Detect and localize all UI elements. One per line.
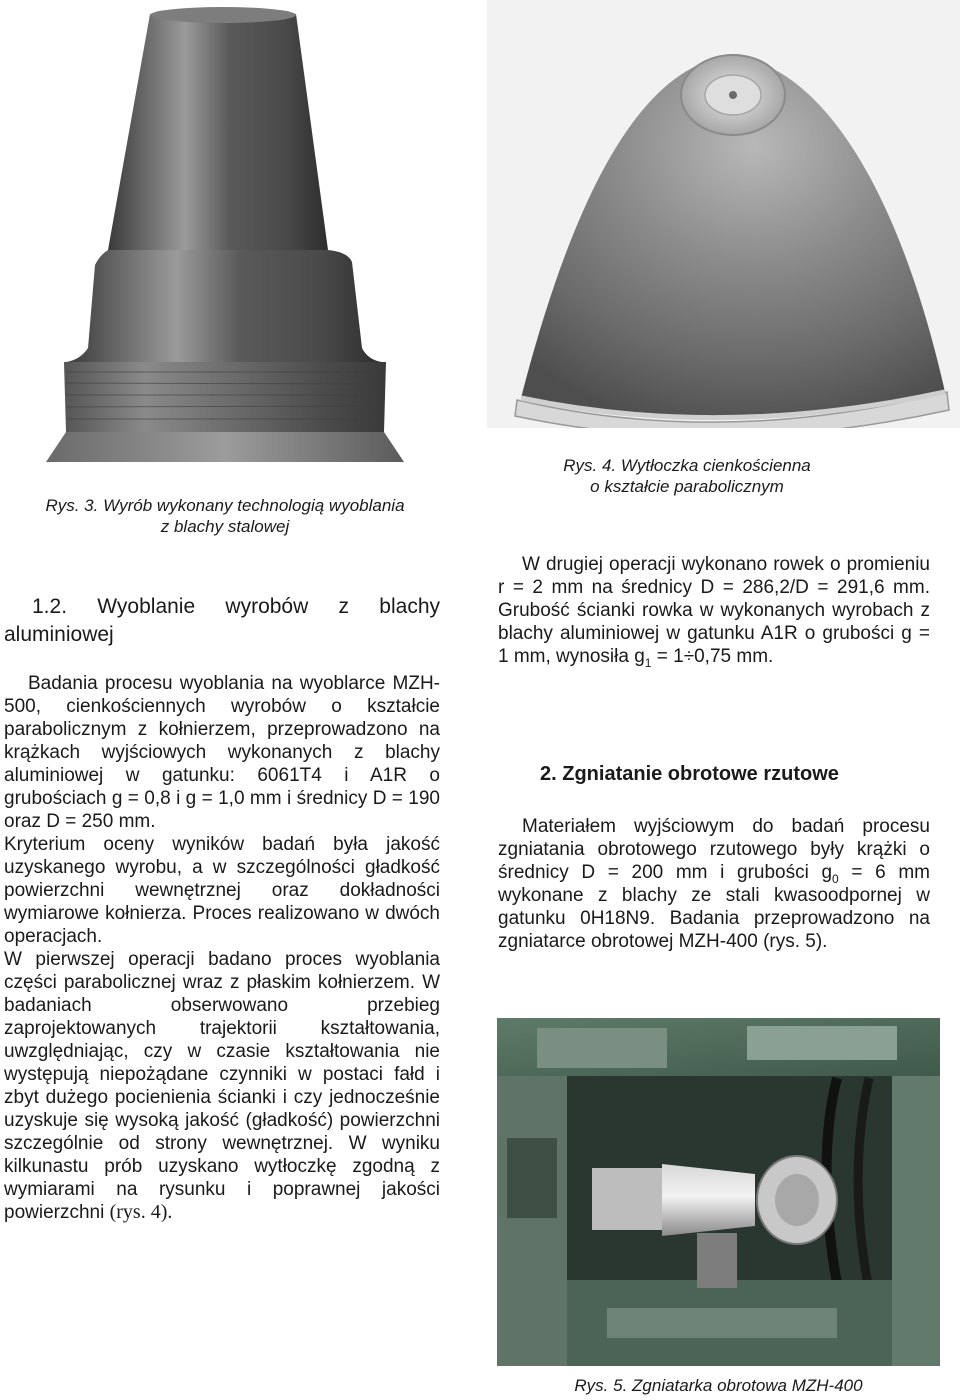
left-paragraph-3 <box>4 948 440 1224</box>
thickness-g1-subscript: 1 <box>644 655 652 670</box>
right-paragraph-1-text: W drugiej operacji wykonano rowek o promieniu r = 2 mm na średnicy D = 286,2/D = 291,6 mm. Grubość ścianki rowka w wykonanych wyrobach z blachy aluminiowej w gatunku A1R o grubości g = 1 mm, wynosiła g <box>498 554 930 667</box>
right-paragraph-2-tail: = 6 mm wykonane z blachy ze stali kwasoodpornej w gatunku 0H18N9. Badania przeprowadzono na zgniatarce obrotowej MZH-400 (rys. 5). <box>498 862 930 952</box>
section-heading-1-2-text: 1.2. Wyoblanie wyrobów z blachy aluminiowej <box>4 595 440 646</box>
section-heading-1-2 <box>4 593 440 649</box>
figure-3-caption <box>0 495 450 537</box>
section-heading-2-text: 2. Zgniatanie obrotowe rzutowe <box>540 763 839 785</box>
spun-steel-part-image <box>0 0 450 462</box>
right-paragraph-2-body <box>498 815 930 953</box>
figure-4-caption <box>487 455 887 497</box>
figure-4-caption-line-2: o kształcie parabolicznym <box>590 477 784 496</box>
right-paragraph-1-tail: = 1÷0,75 mm. <box>651 646 774 667</box>
figure-4-caption-line-1: Rys. 4. Wytłoczka cienkościenna <box>563 456 811 475</box>
right-paragraph-2 <box>498 815 930 953</box>
figure-3-photo <box>0 0 450 462</box>
right-paragraph-1-body <box>498 553 930 668</box>
figure-3-caption-line-1: Rys. 3. Wyrób wykonany technologią wyoblania <box>45 496 405 515</box>
right-paragraph-2-text: Materiałem wyjściowym do badań procesu zgniatania obrotowego rzutowego były krążki o średnicy D = 200 mm i grubości g <box>498 816 930 883</box>
left-paragraph-3-text: W pierwszej operacji badano proces wyoblania części parabolicznej wraz z płaskim kołnierzem. W badaniach obserwowano przebieg zaprojektowanych trajektorii kształtowania, uwzględniając, czy w czasie kształtowania nie występują niepożądane czynniki w postaci fałd i zbyt dużego pocienienia ścianki i czy jednocześnie uzyskuje się wysoką jakość (gładkość) powierzchni szczególnie od strony wewnętrznej. W wyniku kilkunastu prób uzyskano wytłoczkę zgodną z wymiarami na rysunku i poprawnej jakości powierzchni <box>4 949 440 1223</box>
figure-5-photo <box>497 1018 940 1366</box>
thickness-g0-subscript: 0 <box>832 871 839 886</box>
figure-5-caption <box>497 1375 940 1396</box>
figure-4-reference: (rys. 4). <box>109 1201 173 1223</box>
parabolic-drawpiece-image <box>487 0 960 428</box>
figure-5-caption-text: Rys. 5. Zgniatarka obrotowa MZH-400 <box>574 1376 863 1395</box>
section-heading-2 <box>540 762 940 787</box>
spinning-machine-image <box>497 1018 940 1366</box>
left-paragraph-2: Kryterium oceny wyników badań była jakość uzyskanego wyrobu, a w szczególności gładkość powierzchni wewnętrznej oraz dokładności wymiarowe kołnierza. Proces realizowano w dwóch operacjach. <box>4 834 440 947</box>
right-paragraph-1 <box>498 553 930 668</box>
figure-3-caption-line-2: z blachy stalowej <box>160 517 290 536</box>
left-paragraph-1: Badania procesu wyoblania na wyoblarce MZH-500, cienkościennych wyrobów o kształcie parabolicznym z kołnierzem, przeprowadzono na krążkach wyjściowych wykonanych z blachy aluminiowej w gatunku: 6061T4 i A1R o grubościach g = 0,8 i g = 1,0 mm i średnicy D = 190 oraz D = 250 mm. <box>4 673 440 832</box>
left-column-text <box>4 672 440 1224</box>
figure-4-photo <box>487 0 960 428</box>
